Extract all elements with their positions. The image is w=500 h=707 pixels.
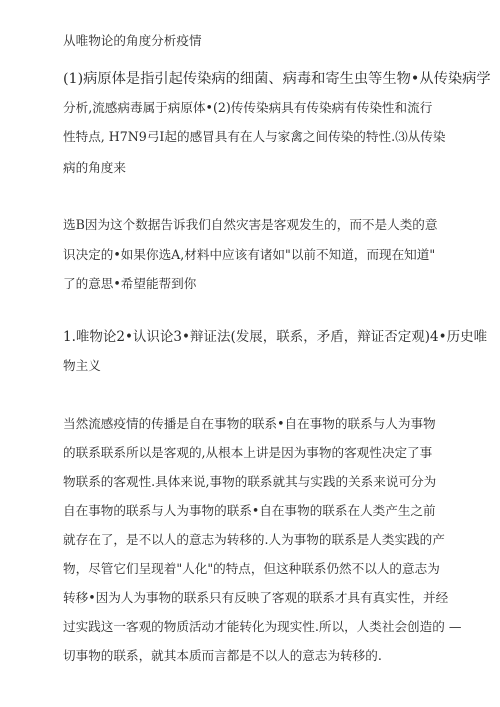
paragraph-line: 的联系联系所以是客观的,从根本上讲是因为事物的客观性决定了事 — [63, 445, 433, 460]
paragraph-line: 转移•因为人为事物的联系只有反映了客观的联系才具有真实性，并经 — [63, 590, 449, 605]
paragraph-line: 就存在了，是不以人的意志为转移的.人为事物的联系是人类实践的产 — [63, 532, 445, 547]
paragraph-line: (1)病原体是指引起传染病的细菌、病毒和寄生虫等生物•从传染病学 — [63, 71, 491, 87]
paragraph-line: 1.唯物论2•认识论3•辩证法(发展，联系，矛盾，辩证否定观)4•历史唯 — [63, 329, 488, 345]
paragraph-line: 选B因为这个数据告诉我们自然灾害是客观发生的，而不是人类的意 — [63, 217, 438, 232]
paragraph-line: 物联系的客观性.具体来说,事物的联系就其与实践的关系来说可分为 — [63, 474, 437, 489]
paragraph-line: 性特点, H7N9弓I起的感冒具有在人与家禽之间传染的特性.⑶从传染 — [63, 129, 446, 144]
paragraph-line: 自在事物的联系与人为事物的联系•自在事物的联系在人类产生之前 — [63, 503, 436, 518]
document-title: 从唯物论的角度分析疫情 — [63, 33, 202, 48]
paragraph-line: 物主义 — [63, 358, 101, 373]
paragraph-line: 当然流感疫情的传播是自在事物的联系•自在事物的联系与人为事物 — [63, 416, 436, 431]
paragraph-line: 物，尽管它们呈现着"人化"的特点，但这种联系仍然不以人的意志为 — [63, 561, 440, 576]
paragraph-line: 分析,流感病毒属于病原体•(2)传传染病具有传染病有传染性和流行 — [63, 100, 433, 115]
paragraph-line: 识决定的•如果你选A,材料中应该有诸如"以前不知道，而现在知道" — [63, 247, 436, 262]
paragraph-line: 过实践这一客观的物质活动才能转化为现实性.所以，人类社会创造的 — — [63, 619, 462, 634]
paragraph-line: 了的意思•希望能帮到你 — [63, 276, 197, 291]
paragraph-line: 病的角度来 — [63, 160, 126, 175]
paragraph-line: 切事物的联系，就其本质而言都是不以人的意志为转移的. — [63, 648, 382, 663]
